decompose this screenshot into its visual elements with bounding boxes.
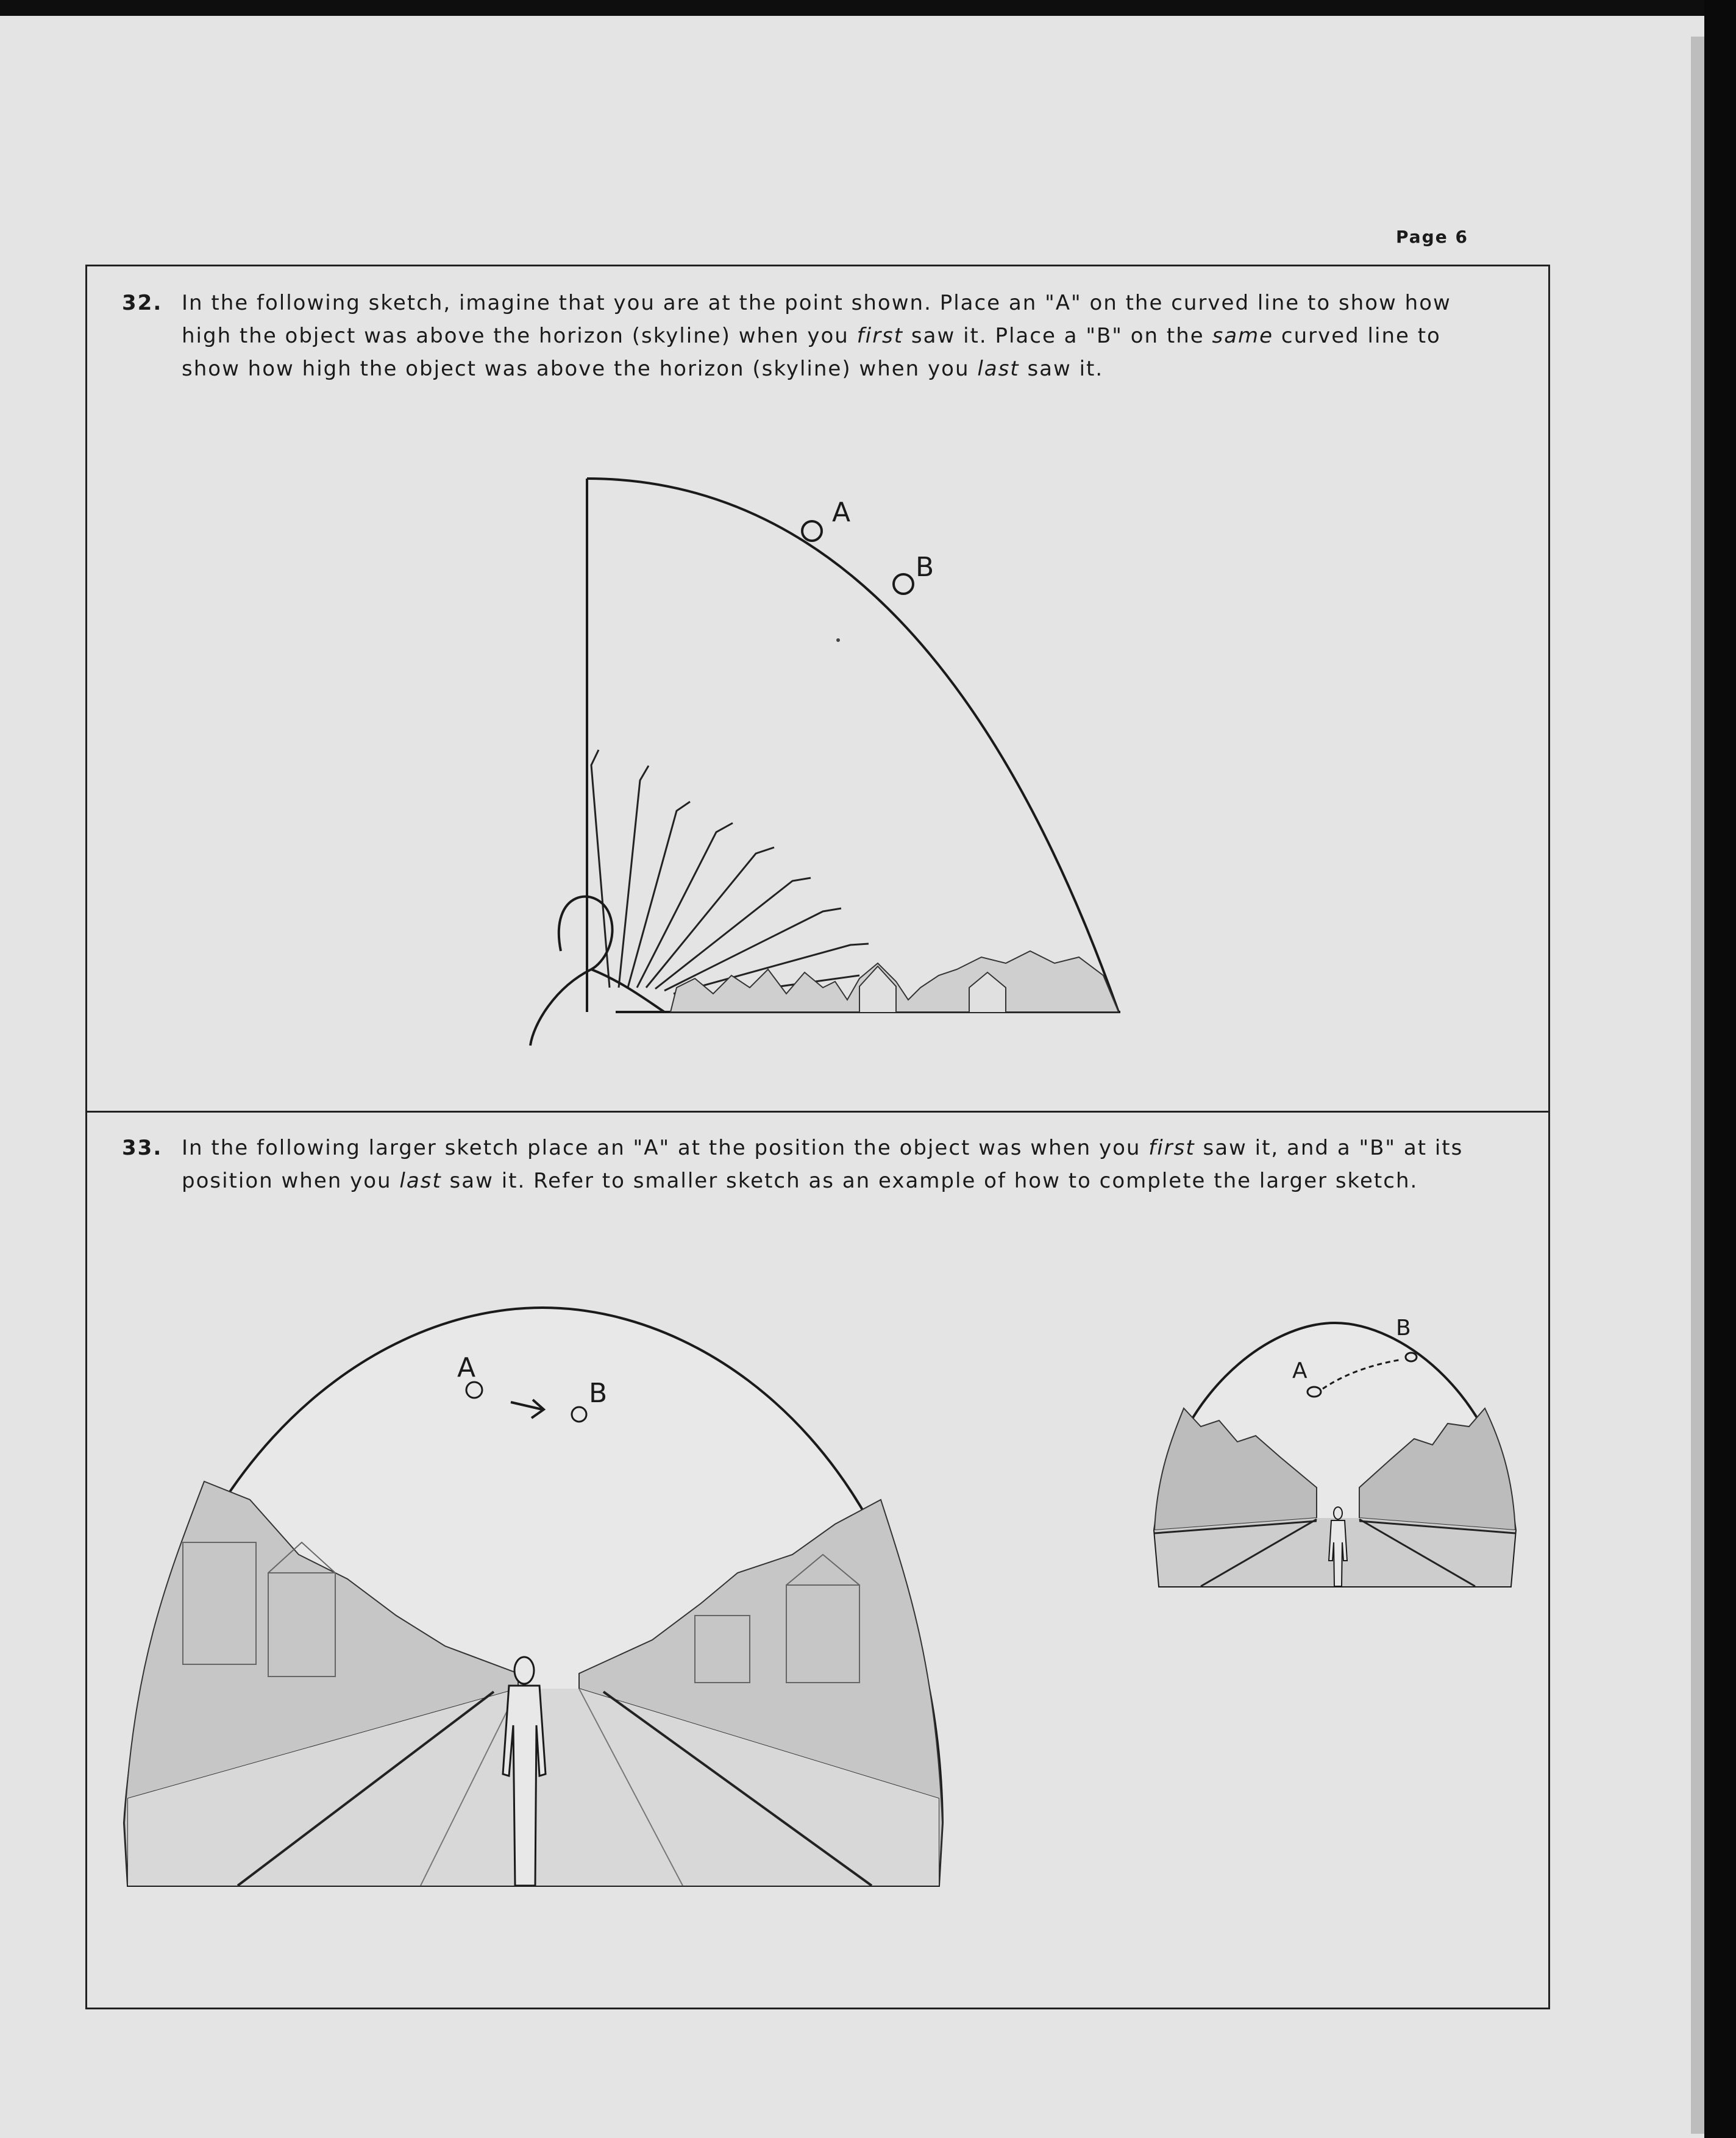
person-silhouette: [530, 897, 664, 1046]
question-32-number: 32.: [122, 291, 163, 315]
svg-text:A: A: [832, 497, 851, 528]
pointing-arms-illustration: [591, 750, 869, 1000]
sketch-33-small-example-dome: [1134, 1299, 1536, 1603]
sketch-32-elevation-diagram: [518, 463, 1140, 1049]
svg-text:A: A: [457, 1352, 476, 1383]
question-33: [122, 1131, 1523, 1197]
sketch-33-large-dome: [116, 1299, 969, 1908]
question-33-line-1: In the following larger sketch place an "A" at the position the object was when you first saw it, and a "B" at its: [182, 1136, 1464, 1160]
question-33-line-2: position when you last saw it. Refer to smaller sketch as an example of how to complete the larger sketch.: [182, 1169, 1418, 1193]
question-33-number: 33.: [122, 1136, 163, 1160]
svg-text:B: B: [916, 552, 934, 583]
scan-top-edge: [0, 0, 1736, 16]
skyline-illustration: [671, 951, 1119, 1012]
svg-text:B: B: [1396, 1316, 1411, 1341]
svg-text:B: B: [589, 1378, 608, 1409]
question-32: [122, 287, 1523, 385]
page-number: Page 6: [1396, 227, 1468, 247]
question-32-line-1: In the following sketch, imagine that you are at the point shown. Place an "A" on the curved line to show how: [182, 291, 1451, 315]
section-divider: [87, 1111, 1548, 1113]
svg-text:A: A: [1292, 1358, 1307, 1383]
question-32-line-3: show how high the object was above the horizon (skyline) when you last saw it.: [182, 357, 1104, 381]
question-32-line-2: high the object was above the horizon (skyline) when you first saw it. Place a "B" on the same curved line to: [182, 324, 1441, 348]
scan-right-edge: [1704, 0, 1736, 2138]
scan-right-shadow: [1691, 37, 1704, 2134]
sketch-32-mark-b: [894, 552, 934, 594]
sketch-32-mark-a: [802, 497, 850, 541]
